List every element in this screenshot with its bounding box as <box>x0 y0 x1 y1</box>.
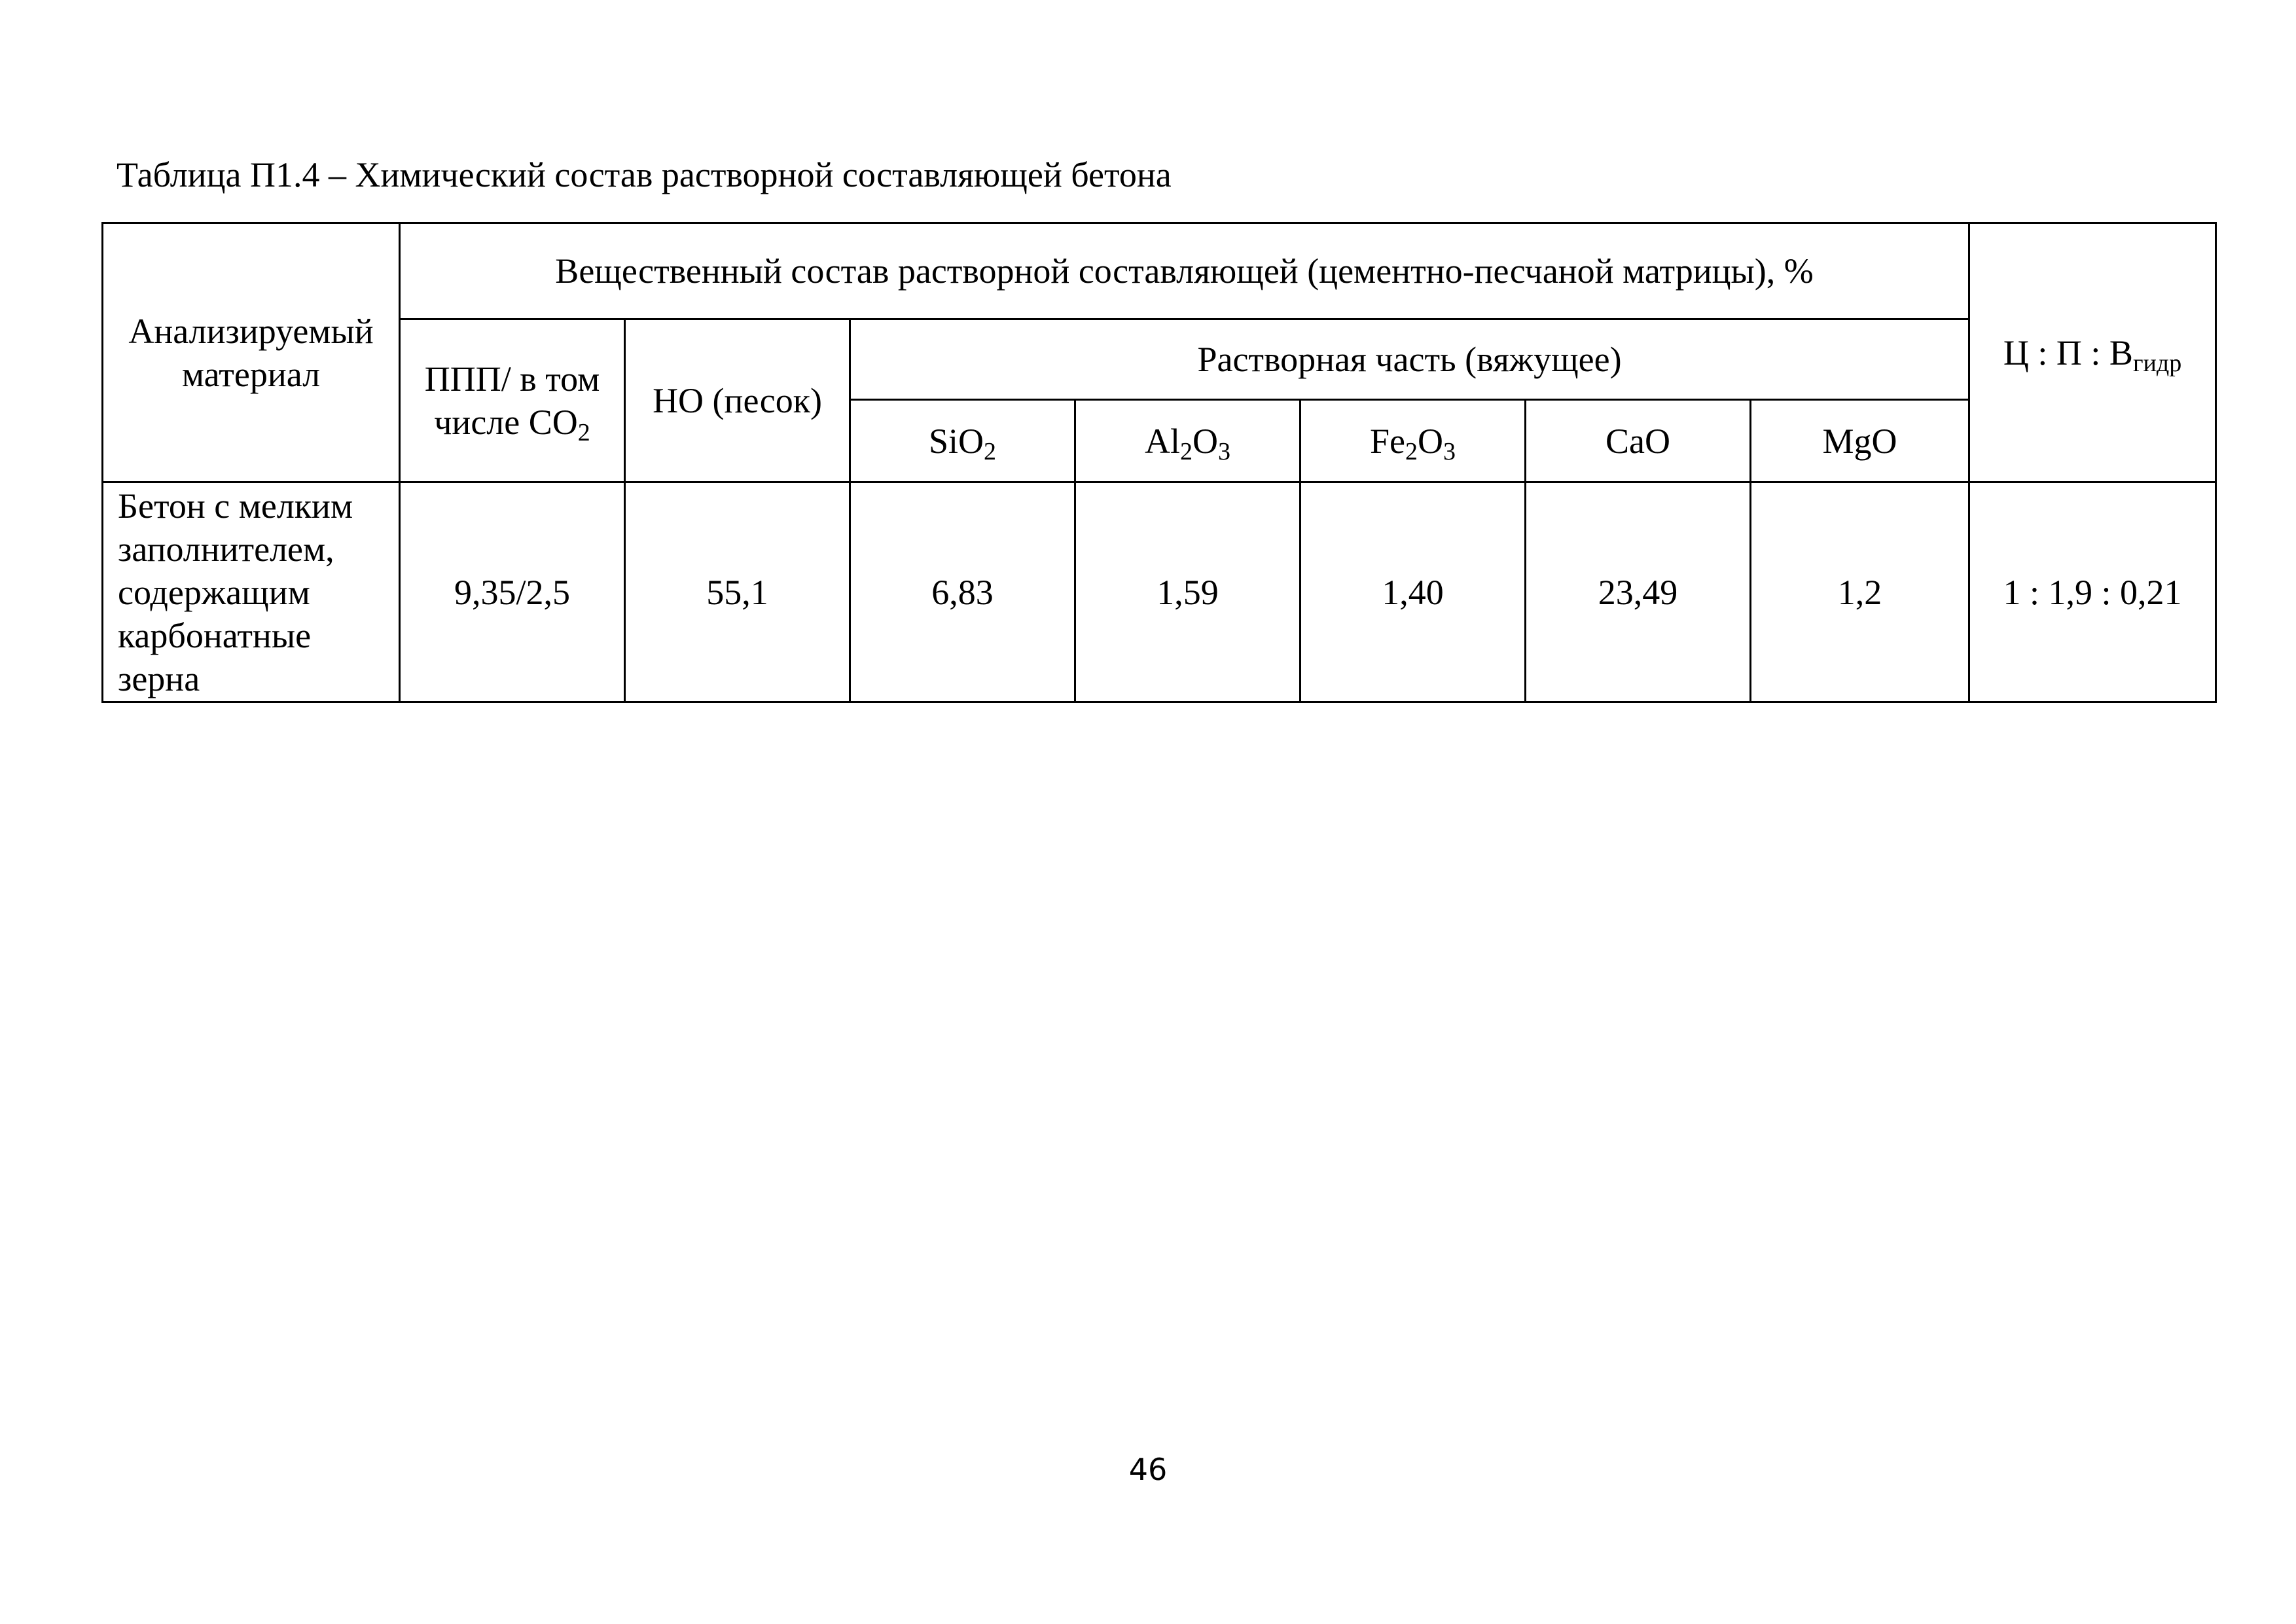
header-ratio-sub: гидр <box>2132 349 2182 377</box>
header-oxide <box>1300 400 1526 482</box>
header-ratio <box>1969 223 2216 482</box>
header-composition-group: Вещественный состав растворной составляющей (цементно-песчаной матрицы), % <box>400 223 1969 319</box>
oxide-symbol: Fe <box>1370 421 1405 461</box>
oxide-subscript: 2 <box>1180 437 1193 465</box>
oxide-symbol: Al <box>1145 421 1180 461</box>
header-row-1 <box>103 223 2216 319</box>
header-ppp-sub: 2 <box>577 419 590 446</box>
cell-fe2o3: 1,40 <box>1300 482 1526 702</box>
header-binder-group: Растворная часть (вяжущее) <box>850 319 1969 400</box>
oxide-symbol: O <box>1193 421 1218 461</box>
chemical-composition-table <box>101 222 2217 703</box>
header-row-2 <box>103 319 2216 400</box>
cell-ratio: 1 : 1,9 : 0,21 <box>1969 482 2216 702</box>
header-oxide <box>1751 400 1969 482</box>
cell-no: 55,1 <box>625 482 850 702</box>
header-oxide <box>850 400 1075 482</box>
oxide-subscript: 2 <box>984 437 997 465</box>
cell-ppp: 9,35/2,5 <box>400 482 625 702</box>
header-no: НО (песок) <box>625 319 850 482</box>
oxide-symbol: MgO <box>1822 421 1897 461</box>
table-caption: Таблица П1.4 – Химический состав растворной составляющей бетона <box>117 155 1172 194</box>
header-oxide <box>1526 400 1751 482</box>
page-number: 46 <box>1128 1452 1168 1487</box>
header-ratio-text: Ц : П : В <box>2003 333 2133 372</box>
oxide-symbol: O <box>1418 421 1443 461</box>
cell-mgo: 1,2 <box>1751 482 1969 702</box>
table-row <box>103 482 2216 702</box>
oxide-symbol: SiO <box>928 421 984 461</box>
header-ppp <box>400 319 625 482</box>
header-oxide <box>1075 400 1300 482</box>
oxide-subscript: 3 <box>1218 437 1230 465</box>
oxide-subscript: 3 <box>1443 437 1456 465</box>
cell-cao: 23,49 <box>1526 482 1751 702</box>
oxide-symbol: CaO <box>1605 421 1670 461</box>
cell-material: Бетон с мелким заполнителем, содержащим карбонатные зерна <box>103 482 400 702</box>
cell-sio2: 6,83 <box>850 482 1075 702</box>
header-material: Анализируемый материал <box>103 223 400 482</box>
oxide-subscript: 2 <box>1405 437 1418 465</box>
header-ppp-text: ППП/ в том числе CO <box>424 359 600 442</box>
cell-al2o3: 1,59 <box>1075 482 1300 702</box>
